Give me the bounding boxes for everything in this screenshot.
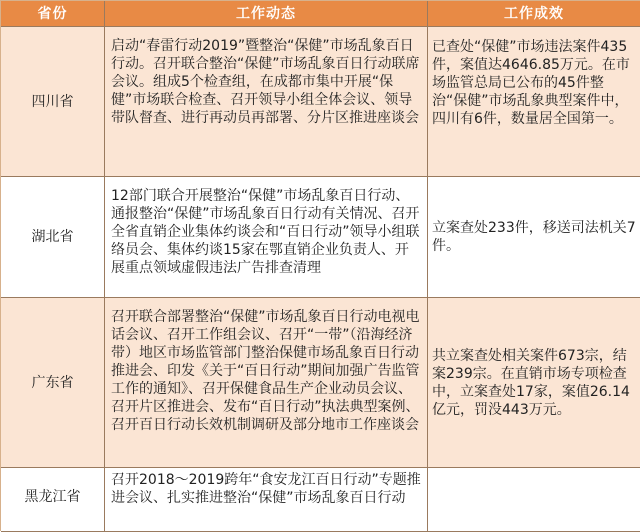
row-hubei-province: 湖北省	[1, 177, 105, 298]
header-province: 省份	[1, 1, 105, 27]
row-heilongjiang-province: 黑龙江省	[1, 468, 105, 532]
row-guangdong-results-text: 共立案查处相关案件673宗，结案239宗。在直销市场专项检查中，立案查处17家，案值26.14亿元，罚没443万元。	[432, 347, 630, 418]
row-guangdong-province: 广东省	[1, 298, 105, 468]
row-hubei-dynamics: 12部门联合开展整治“保健”市场乱象百日行动、通报整治“保健”市场乱象百日行动有关情况、召开全省直销企业集体约谈会和“百日行动”领导小组联络员会、集体约谈15家在鄂直销企业负责人、开展重点领域虚假违法广告排查清理	[105, 177, 428, 298]
row-sichuan-results: 已查处“保健”市场违法案件435件，案值达4646.85万元。在市场监管总局已公布的45件整治“保健”市场乱象典型案件中，四川有6件，数量居全国第一。	[428, 27, 640, 177]
row-sichuan-province: 四川省	[1, 27, 105, 177]
row-heilongjiang-results	[428, 468, 640, 532]
row-guangdong-results	[428, 298, 640, 468]
row-hubei-results	[428, 177, 640, 298]
row-sichuan-dynamics: 启动“春雷行动2019”暨整治“保健”市场乱象百日行动。召开联合整治“保健”市场乱象百日行动联席会议。组成5个检查组，在成都市集中开展“保健”市场联合检查、召开领导小组全体会议、领导带队督查、进行再动员再部署、分片区推进座谈会	[105, 27, 428, 177]
header-work-results: 工作成效	[428, 1, 640, 27]
row-heilongjiang-dynamics: 召开2018～2019跨年“食安龙江百日行动”专题推进会议、扎实推进整治“保健”市场乱象百日行动	[105, 468, 428, 532]
header-work-dynamics: 工作动态	[105, 1, 428, 27]
row-guangdong-dynamics: 召开联合部署整治“保健”市场乱象百日行动电视电话会议、召开工作组会议、召开“一带”（沿海经济带）地区市场监管部门整治保健市场乱象百日行动推进会、印发《关于“百日行动”期间加强广告监管工作的通知》、召开保健食品生产企业动员会议、召开片区推进会、发布“百日行动”执法典型案例、召开百日行动长效机制调研及部分地市工作座谈会	[105, 298, 428, 468]
row-hubei-results-text: 立案查处233件，移送司法机关7件。	[432, 220, 636, 254]
